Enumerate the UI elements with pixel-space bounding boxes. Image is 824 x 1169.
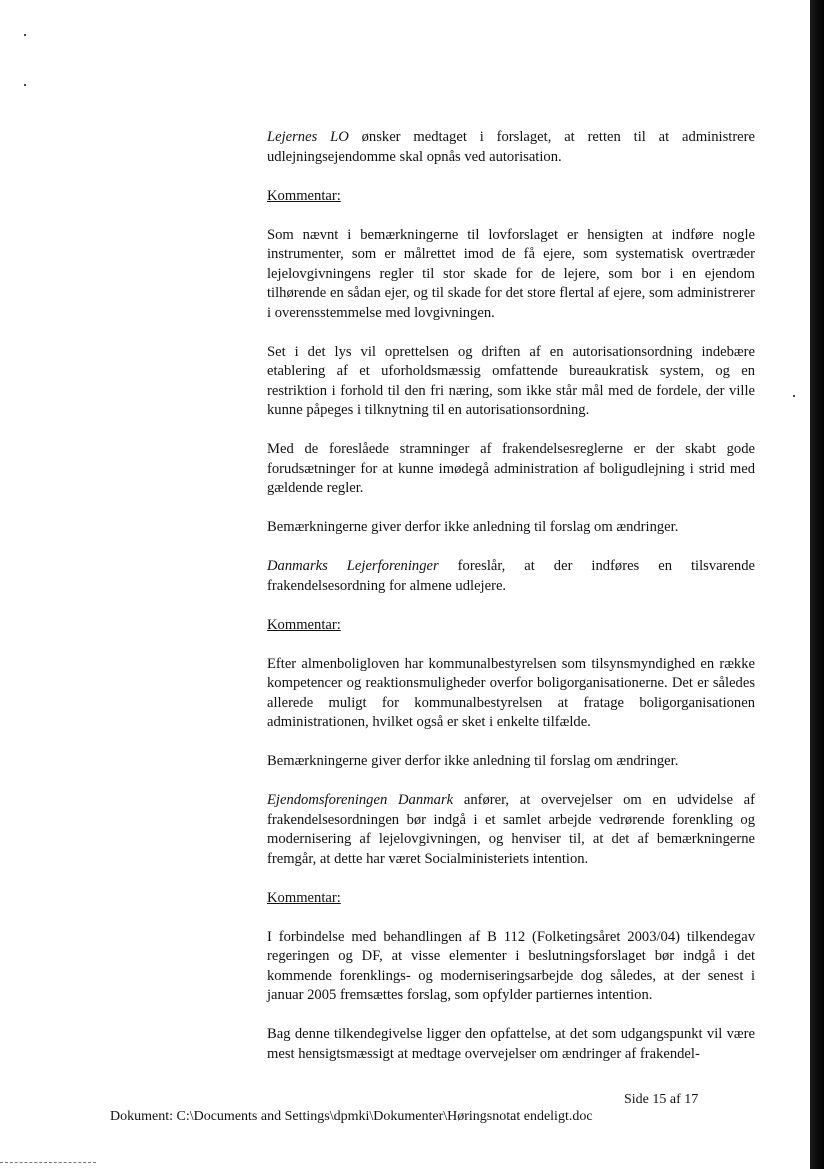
paragraph: Efter almenboligloven har kommunalbestyrelsen som tilsynsmyndighed en række kompetencer og reaktionsmuligheder overfor boligorganisationerne. Det er således allerede muligt for kommunalbestyrelsen at fratage boligorganisationen administrationen, hvilket også er sket i enkelte tilfælde. <box>267 655 755 730</box>
scan-edge <box>810 0 824 1169</box>
comment-heading: Kommentar: <box>267 616 341 633</box>
paragraph: Bemærkningerne giver derfor ikke anledning til forslag om ændringer. <box>267 753 679 769</box>
paragraph: Bemærkningerne giver derfor ikke anledning til forslag om ændringer. <box>267 519 679 535</box>
document-path: Dokument: C:\Documents and Settings\dpmki\Dokumenter\Høringsnotat endeligt.doc <box>110 1109 593 1124</box>
comment-heading: Kommentar: <box>267 889 341 906</box>
paragraph: Ejendomsforeningen Danmark anfører, at overvejelser om en udvidelse af frakendelsesordningen bør indgå i et samlet arbejde vedrørende forenkling og modernisering af lejelovgivningen, og henviser til, at det af bemærkningerne fremgår, at dette har været Socialministeriets intention. <box>267 792 756 867</box>
page-number: Side 15 af 17 <box>624 1092 699 1107</box>
paragraph: Lejernes LO ønsker medtaget i forslaget, at retten til at administrere udlejningsejendomme skal opnås ved autorisation. <box>267 129 755 165</box>
comment-heading: Kommentar: <box>267 187 341 204</box>
scan-dashed-line <box>0 1162 96 1163</box>
scan-speck <box>24 84 26 86</box>
paragraph: Som nævnt i bemærkningerne til lovforslaget er hensigten at indføre nogle instrumenter, som er målrettet imod de få ejere, som systematisk overtræder lejelovgivningens regler til stor skade for de lejere, som bor i en ejendom tilhørende en sådan ejer, og til skade for det store flertal af ejere, som administrerer i overensstemmelse med lovgivningen. <box>267 226 755 321</box>
paragraph: Bag denne tilkendegivelse ligger den opfattelse, at det som udgangspunkt vil være mest hensigtsmæssigt at medtage overvejelser om ændringer af frakendel- <box>267 1026 755 1062</box>
paragraph: Med de foreslåede stramninger af frakendelsesreglerne er der skabt gode forudsætninger for at kunne imødegå administration af boligudlejning i strid med gældende regler. <box>267 441 755 496</box>
paragraph: I forbindelse med behandlingen af B 112 (Folketingsåret 2003/04) tilkendegav regeringen og DF, at visse elementer i beslutningsforslaget bør indgå i det kommende forenklings- og moderniseringsarbejde dog således, at der senest i januar 2005 fremsættes forslag, som opfylder partiernes intention. <box>267 928 755 1003</box>
body-text <box>267 128 755 1084</box>
scan-speck <box>793 395 795 397</box>
scan-speck <box>24 34 26 36</box>
paragraph: Danmarks Lejerforeninger foreslår, at der indføres en tilsvarende frakendelsesordning for almene udlejere. <box>267 558 756 594</box>
paragraph: Set i det lys vil oprettelsen og driften af en autorisationsordning indebære etablering af et uforholdsmæssig omfattende bureaukratisk system, og en restriktion i forhold til den fri næring, som ikke står mål med de fordele, der ville kunne påpeges i tilknytning til en autorisationsordning. <box>267 343 755 418</box>
